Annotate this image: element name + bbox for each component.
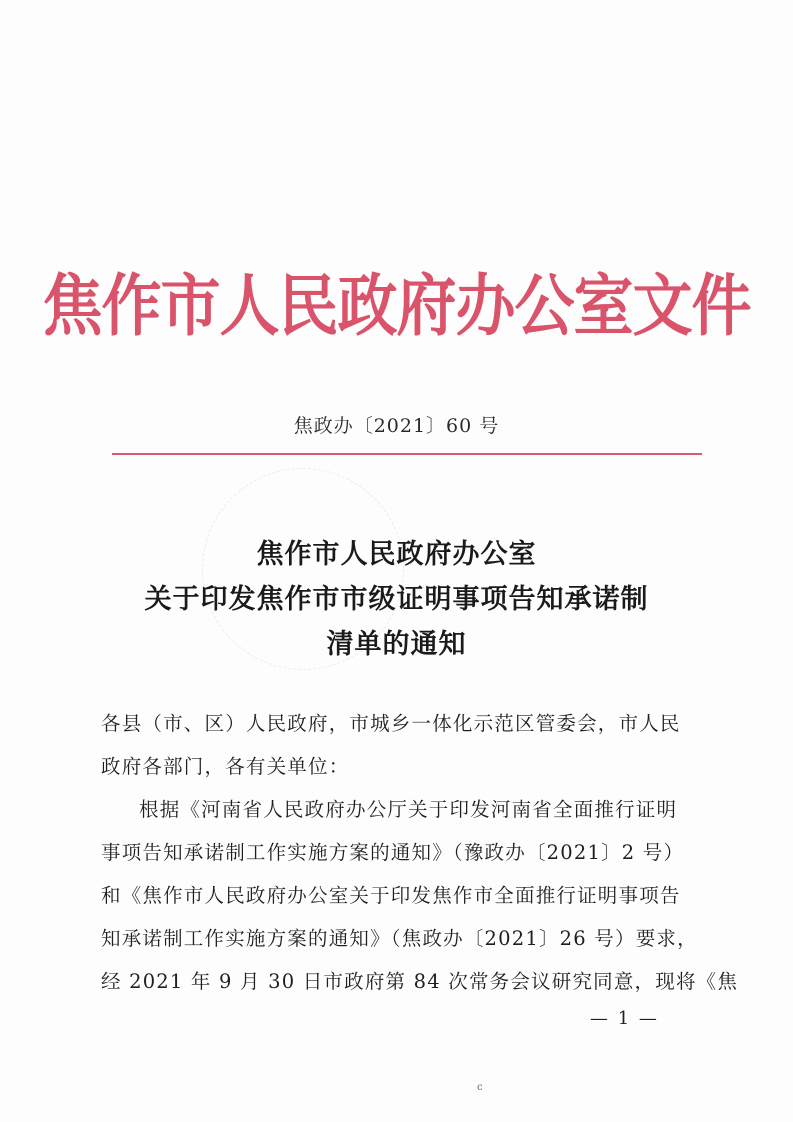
body-line-2: 政府各部门，各有关单位： [101,755,350,778]
red-divider [112,453,702,455]
body-line-3: 根据《河南省人民政府办公厅关于印发河南省全面推行证明 [139,798,678,821]
issuer-title: 焦作市人民政府办公室文件 [42,267,751,346]
body-line-5: 和《焦作市人民政府办公室关于印发焦作市全面推行证明事项告 [101,884,681,907]
body-line-1: 各县（市、区）人民政府，市城乡一体化示范区管委会，市人民 [101,712,681,735]
body-line-6: 知承诺制工作实施方案的通知》（焦政办〔2021〕26 号）要求， [101,927,698,950]
body-line-7: 经 2021 年 9 月 30 日市政府第 84 次常务会议研究同意，现将《焦 [101,970,739,993]
document-number: 焦政办〔2021〕60 号 [293,415,500,437]
scan-speck: c [477,1082,483,1093]
notice-title-line-2: 关于印发焦作市市级证明事项告知承诺制 [144,584,649,615]
notice-title-line-1: 焦作市人民政府办公室 [256,539,537,570]
page-number: — 1 — [590,1008,659,1029]
body-line-4: 事项告知承诺制工作实施方案的通知》（豫政办〔2021〕2 号） [101,841,685,864]
notice-title-line-3: 清单的通知 [326,629,467,660]
